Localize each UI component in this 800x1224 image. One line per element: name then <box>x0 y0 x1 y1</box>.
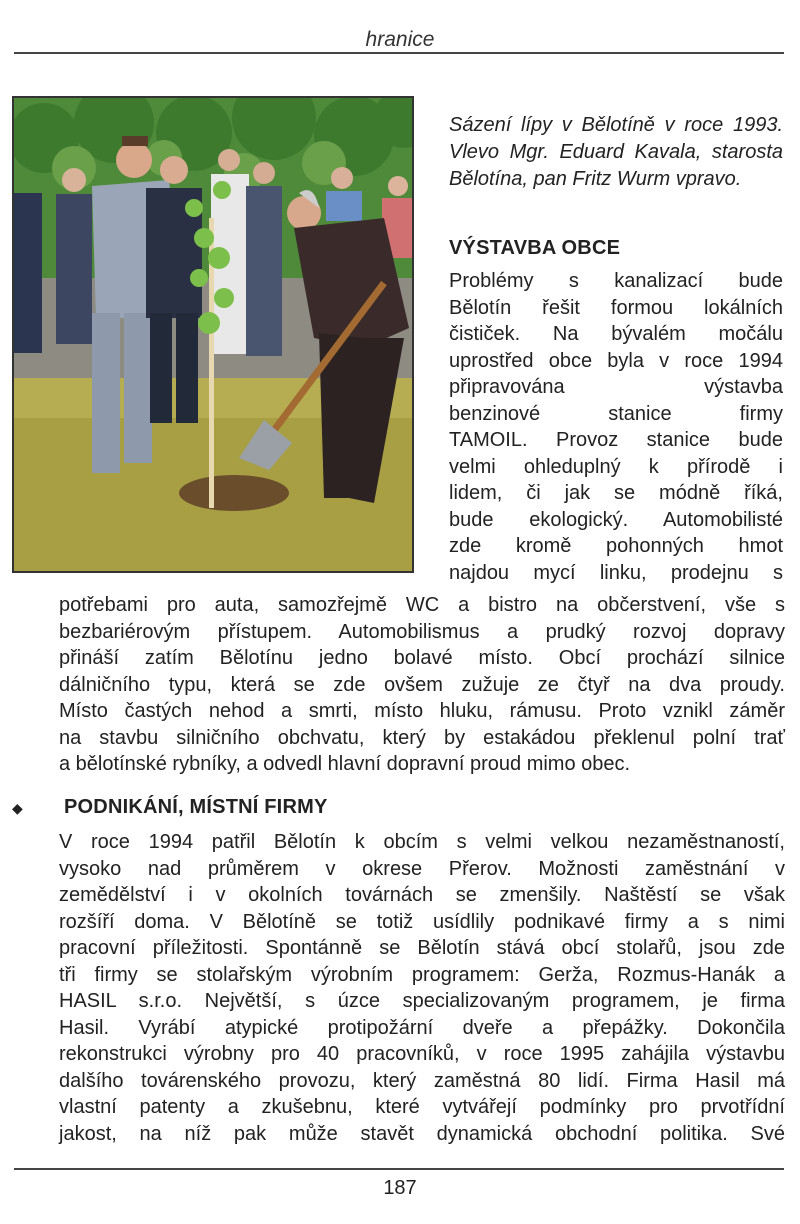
tree-planting-photo <box>12 96 414 573</box>
text-line: rozšíří doma. V Bělotíně se totiž usídlily podnikavé firmy a s nimi <box>59 910 785 933</box>
text-line: Bělotín řešit formou lokálních <box>449 296 783 319</box>
paragraph-vystavba-narrow <box>449 268 783 586</box>
text-line: zemědělství i v okolních továrnách se zmenšily. Naštěstí se však <box>59 884 785 906</box>
text-line: rekonstrukci výrobny pro 40 pracovníků, v roce 1995 zahájila výstavbu <box>59 1043 785 1065</box>
text-line: vysoko nad průměrem v okrese Přerov. Možnosti zaměstnání v <box>59 857 785 880</box>
text-line: Hasil. Vyrábí atypické protipožární dveře a přepážky. Dokončila <box>59 1016 785 1039</box>
text-line: benzinové stanice firmy <box>449 402 783 425</box>
text-line: potřebami pro auta, samozřejmě WC a bistro na občerstvení, vše s <box>59 594 785 616</box>
text-line: TAMOIL. Provoz stanice bude <box>449 429 783 451</box>
section-heading-podnikani: PODNIKÁNÍ, MÍSTNÍ FIRMY <box>64 796 328 818</box>
text-line: vlastní patenty a zkušebnu, které vytvářejí podmínky pro prvotřídní <box>59 1096 785 1118</box>
text-line: bezbariérovým přístupem. Automobilismus a prudký rozvoj dopravy <box>59 620 785 643</box>
text-line: V roce 1994 patřil Bělotín k obcím s velmi velkou nezaměstnaností, <box>59 831 785 853</box>
header-rule <box>14 52 784 54</box>
text-line: Problémy s kanalizací bude <box>449 270 783 292</box>
text-line: přináší zatím Bělotínu jedno bolavé místo. Obcí prochází silnice <box>59 647 785 669</box>
text-line: tři firmy se stolařským výrobním programem: Gerža, Rozmus-Hanák a <box>59 963 785 986</box>
text-line: a bělotínské rybníky, a odvedl hlavní dopravní proud mimo obec. <box>59 753 631 775</box>
text-line: dalšího továrenského provozu, který zaměstná 80 lidí. Firma Hasil má <box>59 1069 785 1092</box>
running-header: hranice <box>365 28 435 51</box>
text-line: uprostřed obce byla v roce 1994 <box>449 349 783 372</box>
text-line: bude ekologický. Automobilisté <box>449 508 783 531</box>
section-heading-vystavba: VÝSTAVBA OBCE <box>449 237 621 259</box>
paragraph-vystavba-wide <box>59 592 785 778</box>
text-line: velmi ohleduplný k přírodě i <box>449 455 783 478</box>
text-line: na stavbu silničního obchvatu, který by estakádou překlenul polní trať <box>59 726 785 749</box>
diamond-bullet-icon: ◆ <box>12 800 23 816</box>
text-line: HASIL s.r.o. Největší, s úzce specializovaným programem, je firma <box>59 990 785 1012</box>
text-line: dálničního typu, která se zde ovšem zužuje ze čtyř na dva proudy. <box>59 673 785 696</box>
text-line: pracovní příležitosti. Spontánně se Bělotín stává obcí stolařů, jsou zde <box>59 937 785 959</box>
paragraph-podnikani <box>59 829 785 1147</box>
footer-rule <box>14 1168 784 1170</box>
text-line: připravována výstavba <box>449 376 783 398</box>
text-line: lidem, či jak se módně říká, <box>449 482 783 504</box>
text-line: čističek. Na bývalém močálu <box>449 323 783 345</box>
photo-caption: Sázení lípy v Bělotíně v roce 1993. Vlevo Mgr. Eduard Kavala, starosta Bělotína, pan Fritz Wurm vpravo. <box>449 114 783 190</box>
text-line: zde kromě pohonných hmot <box>449 535 783 557</box>
text-line: najdou mycí linku, prodejnu s <box>449 561 783 584</box>
photo-illustration <box>14 98 412 571</box>
page-number: 187 <box>383 1177 417 1199</box>
text-line: Místo častých nehod a smrti, místo hluku, rámusu. Proto vznikl záměr <box>59 700 785 722</box>
text-line: jakost, na níž pak může stavět dynamická obchodní politika. Své <box>59 1122 785 1145</box>
